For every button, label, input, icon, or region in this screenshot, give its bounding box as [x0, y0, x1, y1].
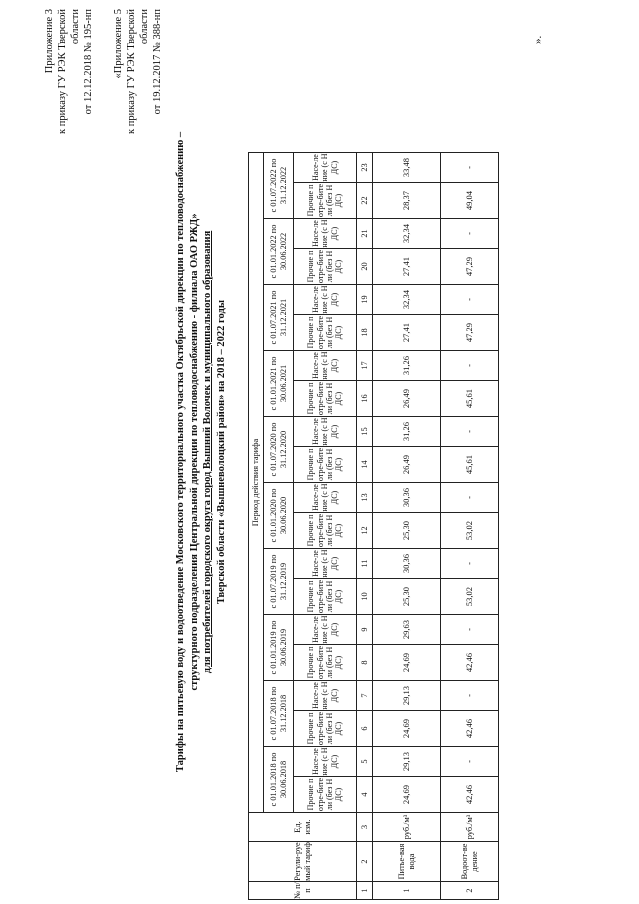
tariff-table — [248, 152, 499, 900]
column-number: 14 — [357, 447, 373, 483]
tariff-value: 42,46 — [441, 777, 499, 813]
column-number: 13 — [357, 483, 373, 513]
subheader-other-consumers: Прочие потре-бители (без НДС) — [294, 579, 357, 615]
period-header: с 01.01.2020 по 30.06.2020 — [264, 483, 294, 549]
column-number: 15 — [357, 417, 373, 447]
subheader-population: Насе-ление (с НДС) — [294, 153, 357, 183]
subheader-population: Насе-ление (с НДС) — [294, 681, 357, 711]
table-row — [373, 153, 441, 900]
tariff-value: 26,49 — [373, 381, 441, 417]
tariff-value: 24,69 — [373, 777, 441, 813]
tariff-value: 31,26 — [373, 351, 441, 381]
tariff-value: - — [441, 681, 499, 711]
subheader-population: Насе-ление (с НДС) — [294, 285, 357, 315]
header-tariff: Регули-руемый тариф — [249, 842, 357, 882]
period-header: с 01.01.2022 по 30.06.2022 — [264, 219, 294, 285]
header-period: Период действия тарифа — [249, 153, 264, 813]
tariff-value: 29,13 — [373, 681, 441, 711]
subheader-other-consumers: Прочие потре-бители (без НДС) — [294, 645, 357, 681]
tariff-value: 47,29 — [441, 315, 499, 351]
tariff-value: - — [441, 615, 499, 645]
appendix-3-line: от 12.12.2018 № 195-нп — [83, 9, 94, 115]
title-line: Тарифы на питьевую воду и водоотведение Московского территориального участка Октябрьской дирекции по тепловодоснабжению – — [175, 131, 186, 773]
column-number: 23 — [357, 153, 373, 183]
appendix-5-block — [112, 9, 164, 159]
appendix-5-line: от 19.12.2017 № 388-нп — [152, 9, 163, 115]
period-header: с 01.01.2018 по 30.06.2018 — [264, 747, 294, 813]
column-number: 11 — [357, 549, 373, 579]
subheader-other-consumers: Прочие потре-бители (без НДС) — [294, 315, 357, 351]
subheader-population: Насе-ление (с НДС) — [294, 747, 357, 777]
tariff-value: 53,02 — [441, 513, 499, 549]
tariff-value: 32,34 — [373, 285, 441, 315]
column-number: 7 — [357, 681, 373, 711]
subheader-population: Насе-ление (с НДС) — [294, 549, 357, 579]
tariff-value: - — [441, 153, 499, 183]
title-line: Тверской области «Вышневолоцкий район» на 2018 – 2022 годы — [215, 299, 227, 605]
column-number: 10 — [357, 579, 373, 615]
tariff-value: - — [441, 285, 499, 315]
period-header: с 01.01.2021 по 30.06.2021 — [264, 351, 294, 417]
tariff-value: 24,69 — [373, 645, 441, 681]
column-number: 2 — [357, 842, 373, 882]
subheader-population: Насе-ление (с НДС) — [294, 351, 357, 381]
row-unit: руб./м³ — [441, 813, 499, 842]
tariff-value: - — [441, 219, 499, 249]
row-tariff-name: Водоот-ведение — [441, 842, 499, 882]
tariff-value: 42,46 — [441, 711, 499, 747]
tariff-value: 42,46 — [441, 645, 499, 681]
period-header: с 01.07.2019 по 31.12.2019 — [264, 549, 294, 615]
tariff-value: 53,02 — [441, 579, 499, 615]
subheader-other-consumers: Прочие потре-бители (без НДС) — [294, 513, 357, 549]
title-line: для потребителей городского округа город Вышний Волочек и муниципального образования — [202, 230, 213, 674]
tariff-value: 32,34 — [373, 219, 441, 249]
subheader-population: Насе-ление (с НДС) — [294, 417, 357, 447]
closing-quote: ». — [532, 35, 544, 44]
tariff-value: 29,63 — [373, 615, 441, 645]
tariff-value: - — [441, 549, 499, 579]
tariff-value: 27,41 — [373, 249, 441, 285]
column-number: 8 — [357, 645, 373, 681]
tariff-value: 30,36 — [373, 549, 441, 579]
table-row — [441, 153, 499, 900]
column-number: 3 — [357, 813, 373, 842]
tariff-value: 28,37 — [373, 183, 441, 219]
column-number: 22 — [357, 183, 373, 219]
column-number: 20 — [357, 249, 373, 285]
column-number: 12 — [357, 513, 373, 549]
tariff-value: 33,48 — [373, 153, 441, 183]
tariff-value: 25,30 — [373, 579, 441, 615]
column-number: 9 — [357, 615, 373, 645]
tariff-value: - — [441, 417, 499, 447]
column-number: 16 — [357, 381, 373, 417]
appendix-5-line: «Приложение 5 — [113, 9, 124, 79]
row-unit: руб./м³ — [373, 813, 441, 842]
appendix-5-line: к приказу ГУ РЭК Тверской области — [126, 9, 150, 134]
tariff-value: 30,36 — [373, 483, 441, 513]
subheader-population: Насе-ление (с НДС) — [294, 219, 357, 249]
column-number: 6 — [357, 711, 373, 747]
period-header: с 01.07.2022 по 31.12.2022 — [264, 153, 294, 219]
column-number: 19 — [357, 285, 373, 315]
row-number: 1 — [373, 882, 441, 900]
column-number: 21 — [357, 219, 373, 249]
column-number: 5 — [357, 747, 373, 777]
period-header: с 01.07.2021 по 31.12.2021 — [264, 285, 294, 351]
tariff-value: - — [441, 351, 499, 381]
tariff-value: 29,13 — [373, 747, 441, 777]
tariff-value: 27,41 — [373, 315, 441, 351]
tariff-value: - — [441, 483, 499, 513]
subheader-other-consumers: Прочие потре-бители (без НДС) — [294, 447, 357, 483]
appendix-3-line: к приказу ГУ РЭК Тверской области — [57, 9, 81, 134]
period-header: с 01.07.2020 по 31.12.2020 — [264, 417, 294, 483]
tariff-value: - — [441, 747, 499, 777]
tariff-value: 25,30 — [373, 513, 441, 549]
tariff-value: 45,61 — [441, 381, 499, 417]
subheader-population: Насе-ление (с НДС) — [294, 615, 357, 645]
title-line: структурного подразделения Центральной дирекции по тепловодоснабжению - филиала ОАО РЖД» — [188, 213, 200, 691]
period-header: с 01.07.2018 по 31.12.2018 — [264, 681, 294, 747]
tariff-value: 49,04 — [441, 183, 499, 219]
column-number: 18 — [357, 315, 373, 351]
document-title — [174, 0, 228, 904]
column-number: 17 — [357, 351, 373, 381]
appendix-3-line: Приложение 3 — [44, 9, 55, 74]
period-header: с 01.01.2019 по 30.06.2019 — [264, 615, 294, 681]
row-tariff-name: Питье-вая вода — [373, 842, 441, 882]
tariff-value: 47,29 — [441, 249, 499, 285]
subheader-other-consumers: Прочие потре-бители (без НДС) — [294, 777, 357, 813]
column-number: 1 — [357, 882, 373, 900]
subheader-other-consumers: Прочие потре-бители (без НДС) — [294, 183, 357, 219]
tariff-value: 26,49 — [373, 447, 441, 483]
subheader-population: Насе-ление (с НДС) — [294, 483, 357, 513]
tariff-value: 31,26 — [373, 417, 441, 447]
subheader-other-consumers: Прочие потре-бители (без НДС) — [294, 381, 357, 417]
tariff-value: 24,69 — [373, 711, 441, 747]
subheader-other-consumers: Прочие потре-бители (без НДС) — [294, 711, 357, 747]
column-number: 4 — [357, 777, 373, 813]
subheader-other-consumers: Прочие потре-бители (без НДС) — [294, 249, 357, 285]
tariff-value: 45,61 — [441, 447, 499, 483]
header-unit: Ед. изм. — [249, 813, 357, 842]
header-number: № п/п — [249, 882, 357, 900]
row-number: 2 — [441, 882, 499, 900]
appendix-3-block — [43, 9, 95, 159]
